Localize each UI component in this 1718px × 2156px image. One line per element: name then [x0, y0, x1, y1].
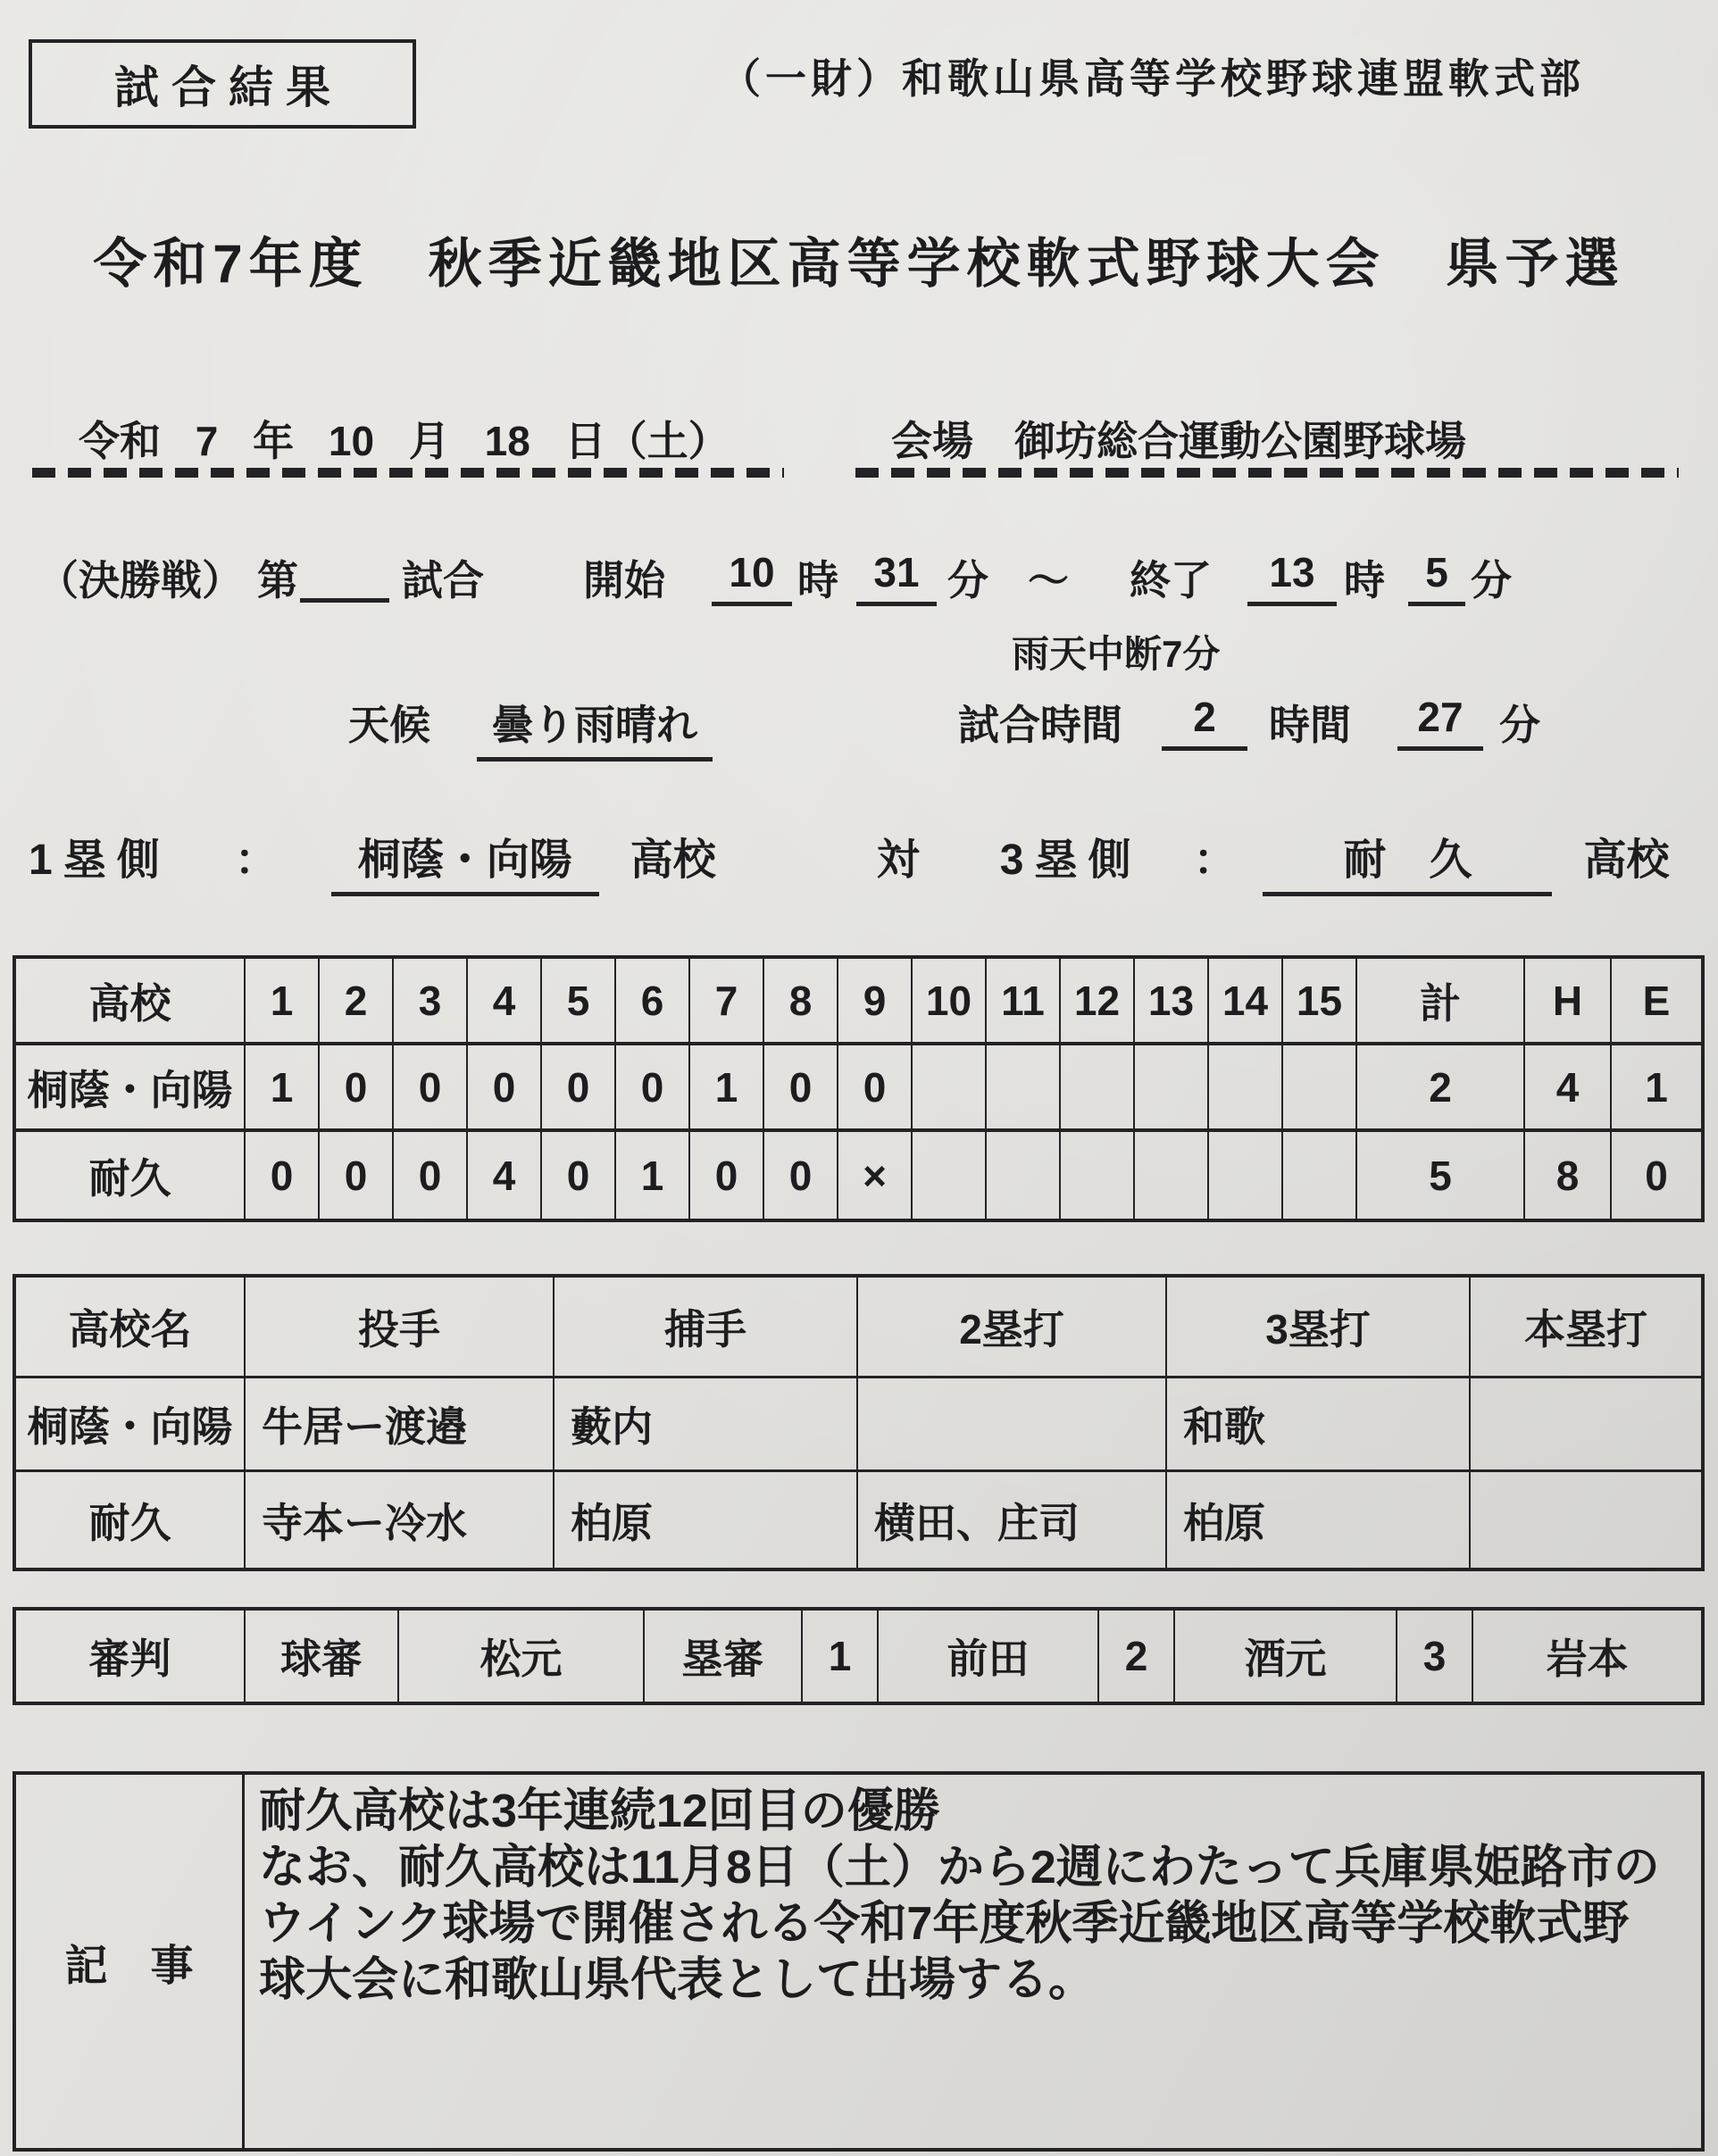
notes-line: 球大会に和歌山県代表として出場する。: [259, 1954, 1096, 2006]
start-minute-unit: 分: [947, 557, 988, 604]
inning-score: 0: [394, 1132, 468, 1219]
team-hits: 4: [1525, 1045, 1612, 1132]
third-base-colon: ：: [1193, 837, 1237, 884]
batting-cell: [1471, 1472, 1701, 1568]
inning-score: 0: [542, 1045, 616, 1132]
venue-spacer: [973, 418, 1014, 464]
inning-header: 14: [1209, 959, 1283, 1045]
inning-header: 13: [1135, 959, 1209, 1045]
versus-label: 対: [876, 837, 920, 884]
inning-score: [1135, 1045, 1209, 1132]
end-hour-unit: 時: [1344, 557, 1385, 604]
notes-line: なお、耐久高校は11月8日（土）から2週にわたって兵庫県姫路市の: [259, 1842, 1660, 1894]
duration-hours: 2: [1162, 693, 1247, 751]
total-runs: 5: [1357, 1132, 1525, 1219]
time-range-mark: ～: [1028, 557, 1069, 604]
tournament-title: 令和7年度 秋季近畿地区高等学校軟式野球大会 県予選: [93, 234, 1625, 294]
inning-score: 0: [690, 1132, 764, 1219]
third-base-label: 3塁側: [999, 837, 1142, 884]
start-hour-unit: 時: [797, 557, 838, 604]
end-label: 終了: [1130, 557, 1212, 604]
weather-label: 天候: [348, 702, 430, 748]
batting-header: 本塁打: [1471, 1278, 1701, 1378]
weather-line: [348, 693, 1540, 762]
batting-cell: 和歌: [1167, 1378, 1471, 1472]
total-header: 計: [1357, 959, 1525, 1045]
inning-score: 1: [690, 1045, 764, 1132]
inning-score: ×: [838, 1132, 913, 1219]
inning-header: 7: [690, 959, 764, 1045]
organization-name: （一財）和歌山県高等学校野球連盟軟式部: [720, 55, 1585, 102]
batting-table: [13, 1274, 1705, 1571]
inning-score: [913, 1132, 987, 1219]
notes-text: [245, 1775, 1701, 2148]
result-label-box: [29, 39, 416, 129]
round-label: （決勝戦）: [38, 557, 243, 604]
inning-header: 10: [913, 959, 987, 1045]
inning-score: 0: [394, 1045, 468, 1132]
umpire-table: [13, 1607, 1705, 1705]
inning-header: 6: [616, 959, 690, 1045]
batting-header: 投手: [246, 1278, 555, 1378]
match-date: 令和 7 年 10 月 18 日（土）: [79, 418, 730, 464]
rain-delay-note: 雨天中断7分: [1012, 633, 1221, 675]
inning-header: 2: [320, 959, 394, 1045]
batting-cell: 柏原: [555, 1472, 858, 1568]
inning-header: 9: [838, 959, 913, 1045]
inning-header: 3: [394, 959, 468, 1045]
plate-umpire-name: 松元: [399, 1611, 645, 1702]
inning-score: 0: [320, 1045, 394, 1132]
inning-header: 12: [1061, 959, 1135, 1045]
weather-value: 曇り雨晴れ: [477, 693, 713, 762]
inning-score: [1209, 1132, 1283, 1219]
base-umpire-name: 酒元: [1175, 1611, 1397, 1702]
inning-score: 1: [246, 1045, 320, 1132]
batting-cell: 柏原: [1167, 1472, 1471, 1568]
venue-label: 会場: [891, 418, 973, 464]
inning-score: [1283, 1132, 1357, 1219]
duration-minutes: 27: [1397, 693, 1483, 751]
notes-box: [13, 1771, 1705, 2152]
inning-header: 4: [468, 959, 542, 1045]
base-umpire-number: 2: [1099, 1611, 1175, 1702]
third-base-school-suffix: 高校: [1583, 837, 1670, 884]
inning-score: 0: [764, 1045, 838, 1132]
inning-score: 0: [542, 1132, 616, 1219]
inning-score: 4: [468, 1132, 542, 1219]
start-minute: 31: [856, 548, 937, 606]
inning-score: [987, 1132, 1061, 1219]
end-minute: 5: [1408, 548, 1465, 606]
start-hour: 10: [712, 548, 792, 606]
duration-minutes-unit: 分: [1499, 702, 1540, 748]
inning-header: 5: [542, 959, 616, 1045]
batting-cell: 横田、庄司: [858, 1472, 1167, 1568]
batting-header: 捕手: [555, 1278, 858, 1378]
scoreboard-team-name: 耐久: [16, 1132, 246, 1219]
inning-score: 0: [468, 1045, 542, 1132]
inning-score: [1283, 1045, 1357, 1132]
first-base-label: 1塁側: [29, 837, 171, 884]
first-base-colon: ：: [234, 837, 278, 884]
inning-score: [913, 1045, 987, 1132]
inning-score: [1061, 1045, 1135, 1132]
base-umpire-number: 3: [1397, 1611, 1473, 1702]
first-base-team: 桐蔭・向陽: [331, 825, 599, 896]
game-number-blank: [300, 548, 389, 603]
batting-header: 2塁打: [858, 1278, 1167, 1378]
start-label: 開始: [583, 557, 665, 604]
inning-header: 11: [987, 959, 1061, 1045]
matchup-line: [29, 825, 1669, 896]
dashed-underline-left: [32, 468, 784, 478]
base-umpire-number: 1: [803, 1611, 879, 1702]
inning-score: 0: [764, 1132, 838, 1219]
batting-cell: 寺本ー冷水: [246, 1472, 555, 1568]
inning-score: 1: [616, 1132, 690, 1219]
duration-hours-unit: 時間: [1269, 702, 1351, 748]
venue-name: 御坊総合運動公園野球場: [1014, 418, 1466, 464]
plate-umpire-label: 球審: [246, 1611, 399, 1702]
scoreboard-team-name: 桐蔭・向陽: [16, 1045, 246, 1132]
game-info-line: [38, 548, 1512, 607]
batting-cell: 藪内: [555, 1378, 858, 1472]
batting-cell: [1471, 1378, 1701, 1472]
errors-header: E: [1612, 959, 1701, 1045]
inning-header: 8: [764, 959, 838, 1045]
batting-header: 高校名: [16, 1278, 246, 1378]
inning-score: [1209, 1045, 1283, 1132]
base-umpire-name: 前田: [879, 1611, 1099, 1702]
team-errors: 0: [1645, 1152, 1668, 1199]
game-number-suffix: 試合: [402, 557, 484, 604]
inning-score: [987, 1045, 1061, 1132]
umpire-table-label: 審判: [16, 1611, 246, 1702]
duration-label: 試合時間: [958, 702, 1122, 748]
dashed-underline-right: [855, 468, 1679, 478]
inning-score: 0: [320, 1132, 394, 1219]
third-base-team: 耐 久: [1263, 825, 1552, 896]
notes-line: ウインク球場で開催される令和7年度秋季近畿地区高等学校軟式野: [259, 1898, 1630, 1950]
scoreboard-team-header: 高校: [16, 959, 246, 1045]
base-umpire-label: 塁審: [645, 1611, 803, 1702]
end-minute-unit: 分: [1471, 557, 1512, 604]
inning-score: 0: [246, 1132, 320, 1219]
batting-team-name: 桐蔭・向陽: [16, 1378, 246, 1472]
inning-score: 0: [838, 1045, 913, 1132]
first-base-school-suffix: 高校: [630, 837, 716, 884]
venue-line: [891, 409, 1466, 468]
base-umpire-name: 岩本: [1546, 1636, 1629, 1682]
batting-team-name: 耐久: [16, 1472, 246, 1568]
batting-header: 3塁打: [1167, 1278, 1471, 1378]
inning-header: 15: [1283, 959, 1357, 1045]
end-hour: 13: [1247, 548, 1337, 606]
notes-line: 耐久高校は3年連続12回目の優勝: [259, 1786, 940, 1837]
batting-cell: [858, 1378, 1167, 1472]
team-hits: 8: [1525, 1132, 1612, 1219]
inning-header: 1: [246, 959, 320, 1045]
notes-label: 記 事: [16, 1775, 245, 2148]
team-errors: 1: [1612, 1045, 1701, 1132]
inning-score: [1135, 1132, 1209, 1219]
inning-score: 0: [616, 1045, 690, 1132]
hits-header: H: [1525, 959, 1612, 1045]
game-number-prefix: 第: [257, 557, 298, 604]
batting-cell: 牛居ー渡邉: [246, 1378, 555, 1472]
inning-score: [1061, 1132, 1135, 1219]
scoreboard-table: [13, 955, 1705, 1222]
result-label: 試合結果: [114, 62, 343, 112]
total-runs: 2: [1357, 1045, 1525, 1132]
